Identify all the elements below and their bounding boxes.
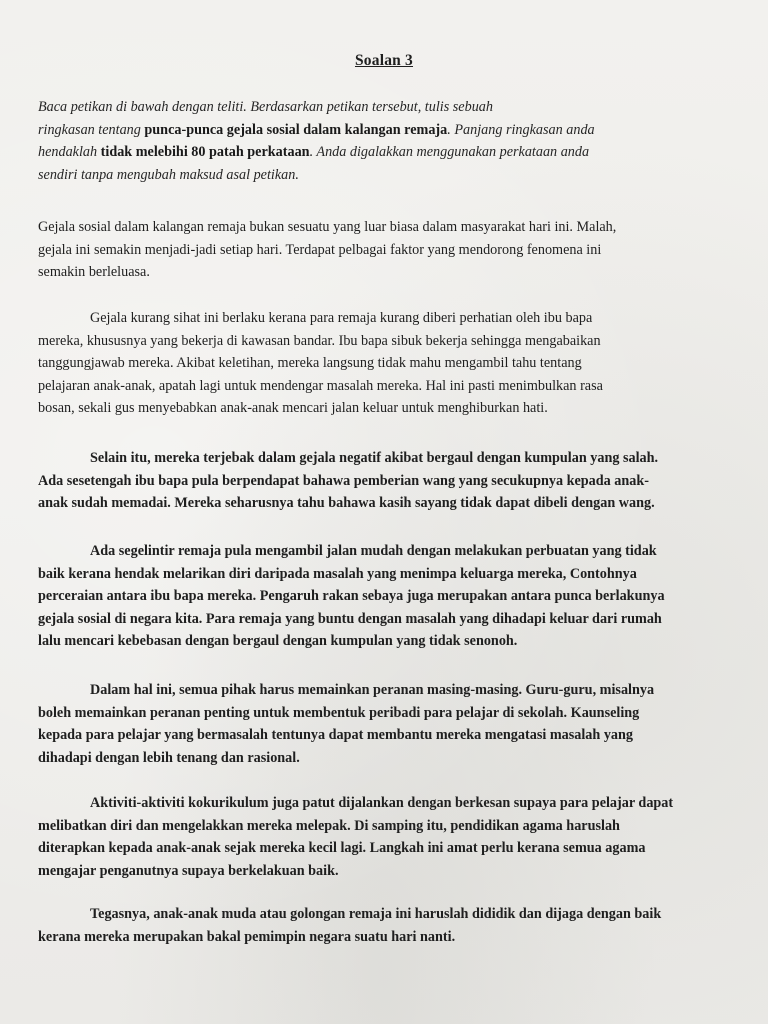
paragraph-line: boleh memainkan peranan penting untuk membentuk peribadi para pelajar di sekolah. Kaunseling: [38, 704, 640, 721]
paragraph-line: [38, 792, 734, 815]
paragraph-line: [38, 679, 734, 702]
paragraph-6: [38, 792, 734, 882]
paragraph-line: [38, 540, 734, 563]
paragraph-line: melibatkan diri dan mengelakkan mereka melepak. Di samping itu, pendidikan agama haruslah: [38, 817, 620, 834]
paragraph-line: Gejala sosial dalam kalangan remaja bukan sesuatu yang luar biasa dalam masyarakat hari ini. Malah,: [38, 219, 617, 235]
paragraph-line: perceraian antara ibu bapa mereka. Pengaruh rakan sebaya juga merupakan antara punca berlakunya: [38, 588, 665, 604]
instruction-text: sendiri tanpa mengubah maksud asal petikan.: [38, 166, 299, 183]
paragraph-line: kerana mereka merupakan bakal pemimpin negara suatu hari nanti.: [38, 928, 456, 945]
paragraph-line: dihadapi dengan lebih tenang dan rasional.: [38, 749, 300, 766]
paragraph-line: mereka, khususnya yang bekerja di kawasan bandar. Ibu bapa sibuk bekerja sehingga mengabaikan: [38, 332, 601, 349]
paragraph-line: anak sudah memadai. Mereka seharusnya tahu bahawa kasih sayang tidak dapat dibeli dengan wang.: [38, 495, 655, 511]
paragraph-line: [38, 903, 734, 926]
paragraph-text: Selain itu, mereka terjebak dalam gejala negatif akibat bergaul dengan kumpulan yang salah.: [90, 450, 659, 466]
paragraph-line: diterapkan kepada anak-anak sejak mereka kecil lagi. Langkah ini amat perlu kerana semua agama: [38, 840, 646, 856]
instruction-text: ringkasan tentang: [38, 121, 145, 138]
paragraph-line: [38, 307, 734, 330]
instruction-text: hendaklah: [38, 144, 101, 160]
paragraph-2: [38, 307, 734, 420]
paragraph-5: [38, 679, 734, 769]
instruction-text: Baca petikan di bawah dengan teliti. Berdasarkan petikan tersebut, tulis sebuah: [38, 99, 493, 115]
paragraph-3: [38, 447, 734, 515]
paragraph-line: gejala ini semakin menjadi-jadi setiap hari. Terdapat pelbagai faktor yang mendorong fenomena ini: [38, 241, 602, 258]
paragraph-7: [38, 903, 734, 948]
instruction-text: . Anda digalakkan menggunakan perkataan anda: [309, 144, 590, 160]
instruction-emphasis: punca-punca gejala sosial dalam kalangan remaja: [144, 121, 448, 138]
paragraph-line: Ada sesetengah ibu bapa pula berpendapat bahawa pemberian wang yang secukupnya kepada anak-: [38, 472, 650, 489]
paragraph-line: [38, 447, 734, 470]
instruction-paragraph: [38, 96, 734, 186]
paragraph-text: Dalam hal ini, semua pihak harus memainkan peranan masing-masing. Guru-guru, misalnya: [90, 682, 655, 698]
paragraph-line: gejala sosial di negara kita. Para remaja yang buntu dengan masalah yang dihadapi keluar dari rumah: [38, 610, 662, 627]
paragraph-text: Ada segelintir remaja pula mengambil jalan mudah dengan melakukan perbuatan yang tidak: [90, 543, 657, 559]
instruction-text: . Panjang ringkasan anda: [447, 121, 595, 138]
instruction-emphasis: tidak melebihi 80 patah perkataan: [100, 144, 310, 160]
paragraph-4: [38, 540, 734, 653]
paragraph-text: Gejala kurang sihat ini berlaku kerana para remaja kurang diberi perhatian oleh ibu bapa: [90, 310, 593, 326]
paragraph-line: lalu mencari kebebasan dengan bergaul dengan kumpulan yang tidak senonoh.: [38, 633, 518, 649]
instruction-line-4: [38, 164, 734, 187]
paragraph-line: bosan, sekali gus menyebabkan anak-anak mencari jalan keluar untuk menghiburkan hati.: [38, 400, 548, 416]
instruction-line-1: [38, 96, 734, 119]
paragraph-line: kepada para pelajar yang bermasalah tentunya dapat membantu mereka mengatasi masalah yang: [38, 727, 633, 743]
paragraph-text: Tegasnya, anak-anak muda atau golongan remaja ini haruslah dididik dan dijaga dengan baik: [90, 906, 662, 922]
paragraph-line: mengajar penganutnya supaya berkelakuan baik.: [38, 862, 339, 879]
instruction-line-2: [38, 119, 734, 142]
paragraph-1: [38, 216, 734, 284]
paragraph-line: semakin berleluasa.: [38, 264, 150, 280]
paragraph-line: tanggungjawab mereka. Akibat keletihan, mereka langsung tidak mahu mengambil tahu tentang: [38, 355, 582, 371]
instruction-line-3: [38, 141, 734, 164]
paragraph-line: pelajaran anak-anak, apatah lagi untuk mendengar masalah mereka. Hal ini pasti menimbulkan rasa: [38, 377, 603, 394]
paragraph-line: baik kerana hendak melarikan diri daripada masalah yang menimpa keluarga mereka, Contohnya: [38, 565, 637, 582]
page-title: Soalan 3: [354, 52, 414, 69]
paragraph-text: Aktiviti-aktiviti kokurikulum juga patut dijalankan dengan berkesan supaya para pelajar dapat: [90, 795, 674, 811]
